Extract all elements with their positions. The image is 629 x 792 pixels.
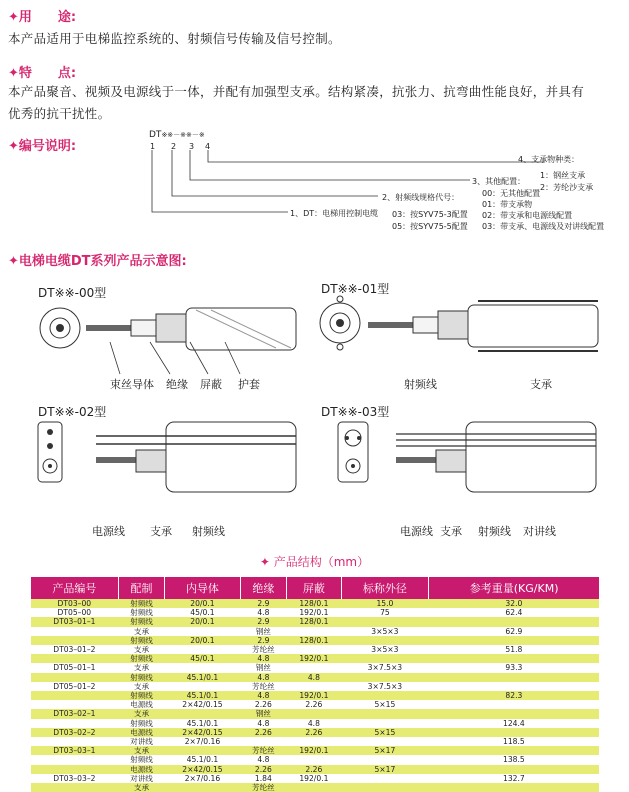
code-n1: 1、DT：电梯用控制电缆 [290, 209, 379, 218]
table-row [31, 654, 600, 663]
table-cell: 电源线 [118, 700, 165, 709]
col-shield: 屏蔽 [287, 577, 341, 599]
table-row [31, 728, 600, 737]
cable-dt01-illustration [318, 295, 608, 375]
table-cell: 4.8 [240, 673, 287, 682]
table-cell: 对讲线 [118, 737, 165, 746]
table-cell [429, 673, 599, 682]
table-cell: 3×5×3 [341, 627, 429, 636]
table-cell: 2.9 [240, 599, 287, 608]
dt01-label-support: 支承 [530, 378, 552, 391]
code-n3c: 02：带支承和电源线配置 [482, 211, 573, 220]
table-cell [341, 617, 429, 626]
table-cell: 45.1/0.1 [165, 755, 240, 764]
table-cell: 钢丝 [240, 627, 287, 636]
table-cell: 20/0.1 [165, 636, 240, 645]
table-cell [287, 755, 341, 764]
table-cell: 射频线 [118, 719, 165, 728]
table-cell: 192/0.1 [287, 691, 341, 700]
table-cell [31, 737, 119, 746]
feature-heading: ✦特 点: [8, 66, 77, 81]
table-cell: 电源线 [118, 765, 165, 774]
table-cell [429, 617, 599, 626]
table-cell [31, 627, 119, 636]
table-cell: 4.8 [240, 608, 287, 617]
table-cell: 20/0.1 [165, 599, 240, 608]
table-cell: 128/0.1 [287, 636, 341, 645]
table-cell: 5×17 [341, 765, 429, 774]
dt02-label-support: 支承 [150, 525, 172, 538]
table-row [31, 599, 600, 608]
table-cell [31, 636, 119, 645]
table-cell: 支承 [118, 709, 165, 718]
table-cell [165, 783, 240, 792]
table-row [31, 783, 600, 792]
col-code: 产品编号 [31, 577, 119, 599]
table-cell [287, 627, 341, 636]
table-cell: 75 [341, 608, 429, 617]
dt02-label-rf: 射频线 [192, 525, 225, 538]
code-n4a: 1：钢丝支承 [540, 171, 586, 180]
table-cell: 2×42/0.15 [165, 700, 240, 709]
dt00-label-conductor: 束丝导体 [110, 378, 154, 391]
table-cell: 3×7.5×3 [341, 663, 429, 672]
table-cell [31, 783, 119, 792]
table-row [31, 663, 600, 672]
code-n2b: 05：按SYV75-5配置 [392, 222, 468, 231]
table-cell: 5×15 [341, 700, 429, 709]
table-cell: 45.1/0.1 [165, 691, 240, 700]
table-cell: 2.26 [240, 765, 287, 774]
table-cell [165, 682, 240, 691]
table-heading: ✦ 产品结构（mm） [259, 555, 370, 569]
table-cell: 支承 [118, 627, 165, 636]
table-cell: 45/0.1 [165, 608, 240, 617]
table-cell [287, 663, 341, 672]
table-cell: 15.0 [341, 599, 429, 608]
table-row [31, 755, 600, 764]
table-cell: 124.4 [429, 719, 599, 728]
table-cell: DT03–03–1 [31, 746, 119, 755]
table-cell [341, 783, 429, 792]
table-cell: 2.26 [240, 700, 287, 709]
table-cell [429, 765, 599, 774]
table-row [31, 700, 600, 709]
table-cell: DT05–01–1 [31, 663, 119, 672]
table-cell: 支承 [118, 663, 165, 672]
table-cell [31, 755, 119, 764]
table-cell: 62.9 [429, 627, 599, 636]
table-row [31, 774, 600, 783]
table-cell: 3×7.5×3 [341, 682, 429, 691]
col-inner: 内导体 [165, 577, 240, 599]
table-row [31, 691, 600, 700]
code-heading: ✦编号说明: [8, 139, 77, 154]
title-dt03: DT※※-03型 [321, 405, 390, 419]
dt02-label-power: 电源线 [92, 525, 125, 538]
col-od: 标称外径 [341, 577, 429, 599]
table-cell [341, 654, 429, 663]
table-cell: 45.1/0.1 [165, 719, 240, 728]
table-cell: 4.8 [240, 719, 287, 728]
table-cell: 51.8 [429, 645, 599, 654]
code-n2a: 03：按SYV75-3配置 [392, 210, 468, 219]
table-cell [341, 709, 429, 718]
table-cell: 钢丝 [240, 663, 287, 672]
table-cell: 射频线 [118, 673, 165, 682]
table-cell: 2.9 [240, 636, 287, 645]
table-row [31, 719, 600, 728]
table-cell [31, 719, 119, 728]
table-cell: DT03–01–1 [31, 617, 119, 626]
table-cell: 1.84 [240, 774, 287, 783]
table-cell [429, 654, 599, 663]
table-cell: DT05–00 [31, 608, 119, 617]
table-cell [341, 774, 429, 783]
code-pattern: DT※※－※※－※ [149, 130, 205, 140]
table-cell: 128/0.1 [287, 599, 341, 608]
use-heading: ✦用 途: [8, 10, 77, 25]
table-cell [165, 645, 240, 654]
table-cell: 2×42/0.15 [165, 728, 240, 737]
table-cell [341, 691, 429, 700]
title-dt02: DT※※-02型 [38, 405, 107, 419]
table-cell: 芳纶丝 [240, 682, 287, 691]
table-cell [429, 682, 599, 691]
table-cell: DT03–02–1 [31, 709, 119, 718]
col-weight: 参考重量(KG/KM) [429, 577, 599, 599]
table-cell: 82.3 [429, 691, 599, 700]
table-row [31, 682, 600, 691]
table-cell: 射频线 [118, 636, 165, 645]
table-cell: 138.5 [429, 755, 599, 764]
table-cell: 射频线 [118, 599, 165, 608]
title-dt01: DT※※-01型 [321, 282, 390, 296]
table-cell: 支承 [118, 682, 165, 691]
table-cell: 电源线 [118, 728, 165, 737]
table-cell [31, 691, 119, 700]
table-cell [31, 654, 119, 663]
table-cell [287, 682, 341, 691]
dt03-label-rf: 射频线 [478, 525, 511, 538]
dt03-label-support: 支承 [440, 525, 462, 538]
code-n4: 4、支承物种类： [518, 155, 580, 164]
table-cell: 2.9 [240, 617, 287, 626]
table-cell: 4.8 [287, 719, 341, 728]
table-cell: 192/0.1 [287, 654, 341, 663]
table-cell: 32.0 [429, 599, 599, 608]
table-row [31, 709, 600, 718]
table-cell: DT03–02–2 [31, 728, 119, 737]
table-cell: 2×7/0.16 [165, 774, 240, 783]
table-cell [429, 728, 599, 737]
table-row [31, 765, 600, 774]
dt00-leaders [90, 340, 280, 376]
table-row [31, 617, 600, 626]
code-n3b: 01：带支承物 [482, 200, 533, 209]
table-cell: 支承 [118, 746, 165, 755]
table-cell: 射频线 [118, 608, 165, 617]
table-cell: 4.8 [240, 654, 287, 663]
table-cell [429, 700, 599, 709]
table-cell [341, 755, 429, 764]
table-row [31, 737, 600, 746]
table-cell: 芳纶丝 [240, 783, 287, 792]
code-digit-4: 4 [205, 142, 211, 151]
table-cell [429, 636, 599, 645]
table-cell: 45.1/0.1 [165, 673, 240, 682]
table-body [31, 599, 600, 792]
dt03-label-power: 电源线 [400, 525, 433, 538]
code-digit-1: 1 [150, 142, 156, 151]
dt00-label-insulation: 绝缘 [166, 378, 188, 391]
table-cell [341, 636, 429, 645]
table-cell: 128/0.1 [287, 617, 341, 626]
table-cell: 支承 [118, 783, 165, 792]
table-cell: 4.8 [287, 673, 341, 682]
table-cell: 2×7/0.16 [165, 737, 240, 746]
table-cell: 射频线 [118, 654, 165, 663]
table-cell [31, 765, 119, 774]
table-cell: 132.7 [429, 774, 599, 783]
table-cell: 支承 [118, 645, 165, 654]
feature-line-2: 优秀的抗干扰性。 [8, 106, 111, 121]
diagram-heading: ✦电梯电缆DT系列产品示意图: [8, 254, 187, 269]
cable-dt02-illustration [36, 420, 306, 505]
table-cell [31, 673, 119, 682]
table-cell: DT03–03–2 [31, 774, 119, 783]
code-n3d: 03：带支承、电源线及对讲线配置 [482, 222, 605, 231]
table-cell: 3×5×3 [341, 645, 429, 654]
table-cell: 2.26 [287, 700, 341, 709]
table-cell [429, 783, 599, 792]
table-cell: 192/0.1 [287, 746, 341, 755]
table-cell: 192/0.1 [287, 774, 341, 783]
code-digit-3: 3 [189, 142, 195, 151]
table-cell [341, 719, 429, 728]
table-cell: 93.3 [429, 663, 599, 672]
table-cell: DT03–01–2 [31, 645, 119, 654]
table-cell: 118.5 [429, 737, 599, 746]
cable-dt03-illustration [336, 420, 606, 505]
table-row [31, 673, 600, 682]
table-row [31, 627, 600, 636]
table-row [31, 645, 600, 654]
table-cell [165, 746, 240, 755]
table-cell: 45/0.1 [165, 654, 240, 663]
table-cell: 4.8 [240, 755, 287, 764]
table-cell [165, 709, 240, 718]
table-cell: 62.4 [429, 608, 599, 617]
table-cell: 射频线 [118, 691, 165, 700]
table-cell: 钢丝 [240, 709, 287, 718]
table-cell: 4.8 [240, 691, 287, 700]
code-n3: 3、其他配置： [472, 177, 526, 186]
table-cell: 5×15 [341, 728, 429, 737]
table-cell [165, 627, 240, 636]
table-row [31, 636, 600, 645]
table-cell: 对讲线 [118, 774, 165, 783]
table-cell: 芳纶丝 [240, 746, 287, 755]
table-cell [287, 737, 341, 746]
table-cell: DT03–00 [31, 599, 119, 608]
table-cell [341, 737, 429, 746]
table-cell: 芳纶丝 [240, 645, 287, 654]
table-cell [341, 673, 429, 682]
spec-table [30, 577, 599, 792]
title-dt00: DT※※-00型 [38, 286, 107, 300]
use-text: 本产品适用于电梯监控系统的、射频信号传输及信号控制。 [8, 31, 341, 46]
table-cell: 5×17 [341, 746, 429, 755]
table-cell [165, 663, 240, 672]
table-cell [31, 700, 119, 709]
table-cell: 2.26 [287, 728, 341, 737]
table-cell [287, 783, 341, 792]
table-cell: DT05–01–2 [31, 682, 119, 691]
feature-line-1: 本产品聚音、视频及电源线于一体，并配有加强型支承。结构紧凑，抗张力、抗弯曲性能良好，并具有 [8, 84, 585, 99]
table-cell [240, 737, 287, 746]
table-cell [287, 709, 341, 718]
code-n4b: 2：芳纶沙支承 [540, 183, 594, 192]
table-row [31, 608, 600, 617]
table-row [31, 746, 600, 755]
table-cell: 192/0.1 [287, 608, 341, 617]
table-cell: 2.26 [287, 765, 341, 774]
dt00-label-sheath: 护套 [238, 378, 260, 391]
col-config: 配制 [118, 577, 165, 599]
table-cell [429, 746, 599, 755]
code-n3a: 00：无其他配置 [482, 189, 541, 198]
dt03-label-intercom: 对讲线 [523, 525, 556, 538]
table-cell: 2×42/0.15 [165, 765, 240, 774]
dt00-label-shield: 屏蔽 [200, 378, 222, 391]
table-cell: 射频线 [118, 617, 165, 626]
table-cell [287, 645, 341, 654]
table-cell: 20/0.1 [165, 617, 240, 626]
code-digit-2: 2 [171, 142, 177, 151]
code-n2: 2、射频线规格代号： [382, 193, 460, 202]
table-header-row [31, 577, 600, 599]
table-cell: 射频线 [118, 755, 165, 764]
dt01-label-rf: 射频线 [404, 378, 437, 391]
col-insulation: 绝缘 [240, 577, 287, 599]
spec-table-wrap [30, 577, 599, 792]
table-cell: 2.26 [240, 728, 287, 737]
table-cell [429, 709, 599, 718]
